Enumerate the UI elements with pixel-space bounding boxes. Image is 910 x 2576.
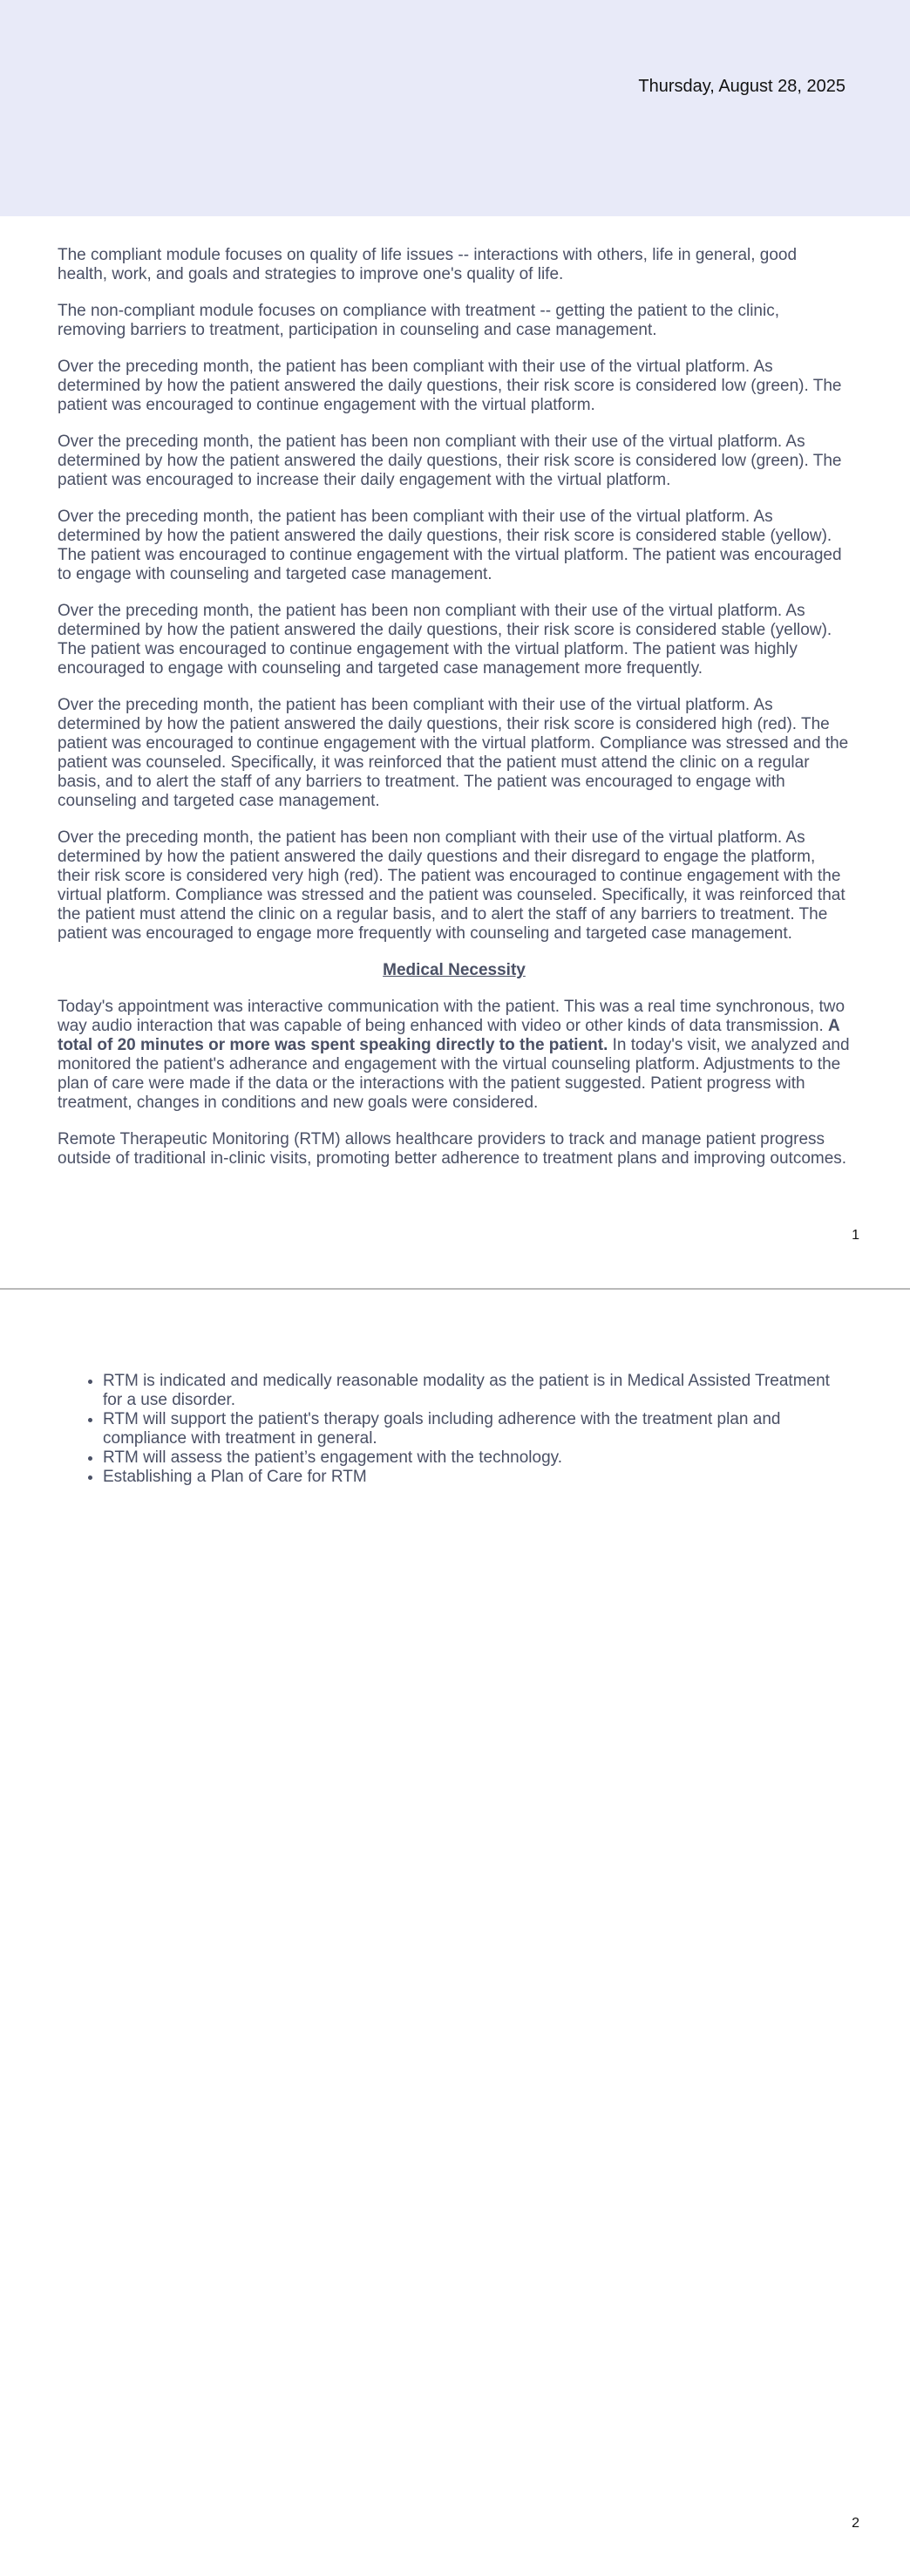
list-item: • RTM is indicated and medically reasonable modality as the patient is in Medical Assisted Treatment for a use disorder. [103,1372,851,1410]
header-date: Thursday, August 28, 2025 [638,77,845,96]
page-header [0,0,910,216]
medical-necessity-text-start: Today's appointment was interactive communication with the patient. This was a real time synchronous, two way audio interaction that was capable of being enhanced with video or other kinds of data transmission. [58,998,845,1035]
page-number-1: 1 [852,1228,859,1243]
paragraph-compliant-low: Over the preceding month, the patient has been compliant with their use of the virtual platform. As determined by how the patient answered the daily questions, their risk score is considered low (green). The patient was encouraged to continue engagement with the virtual platform. [58,358,842,414]
rtm-bullet-list [58,1372,851,1487]
list-item: • RTM will assess the patient’s engagement with the technology. [103,1448,851,1468]
page-number-2: 2 [852,2516,859,2531]
paragraph-non-compliant-stable: Over the preceding month, the patient has been non compliant with their use of the virtual platform. As determined by how the patient answered the daily questions, their risk score is considered stable (yellow). The patient was encouraged to continue engagement with the virtual platform. The patient was highly encouraged to engage with counseling and targeted case management more frequently. [58,602,832,678]
paragraph-compliant-high: Over the preceding month, the patient has been compliant with their use of the virtual platform. As determined by how the patient answered the daily questions, their risk score is considered high (red). The patient was encouraged to continue engagement with the virtual platform. Compliance was stressed and the patient was counseled. Specifically, it was reinforced that the patient must attend the clinic on a regular basis, and to alert the staff of any barriers to treatment. The patient was encouraged to engage with counseling and targeted case management. [58,696,849,810]
paragraph-non-compliant-low: Over the preceding month, the patient has been non compliant with their use of the virtual platform. As determined by how the patient answered the daily questions, their risk score is considered low (green). The patient was encouraged to increase their daily engagement with the virtual platform. [58,433,842,489]
paragraph-non-compliant-very-high: Over the preceding month, the patient has been non compliant with their use of the virtual platform. As determined by how the patient answered the daily questions and their disregard to engage the platform, their risk score is considered very high (red). The patient was encouraged to continue engagement with the virtual platform. Compliance was stressed and the patient was counseled. Specifically, it was reinforced that the patient must attend the clinic on a regular basis, and to alert the staff of any barriers to treatment. The patient was encouraged to engage more frequently with counseling and targeted case management. [58,828,845,943]
rtm-paragraph: Remote Therapeutic Monitoring (RTM) allows healthcare providers to track and manage patient progress outside of traditional in-clinic visits, promoting better adherence to treatment plans and improving outcomes. [58,1130,847,1168]
paragraph-compliant-module: The compliant module focuses on quality of life issues -- interactions with others, life in general, good health, work, and goals and strategies to improve one's quality of life. [58,246,798,283]
page-1-content [58,246,851,1186]
medical-necessity-paragraph [58,998,851,1113]
list-item: • Establishing a Plan of Care for RTM [103,1468,851,1487]
list-item: • RTM will support the patient's therapy goals including adherence with the treatment plan and compliance with treatment in general. [103,1410,851,1448]
page-2 [0,1288,910,2576]
medical-necessity-text-end: In today's visit, we analyzed and monitored the patient's adherance and engagement with the virtual counseling platform. Adjustments to the plan of care were made if the data or the interactions with the patient suggested. Patient progress with treatment, changes in conditions and new goals were considered. [58,1036,850,1112]
paragraph-compliant-stable: Over the preceding month, the patient has been compliant with their use of the virtual platform. As determined by how the patient answered the daily questions, their risk score is considered stable (yellow). The patient was encouraged to continue engagement with the virtual platform. The patient was encouraged to engage with counseling and targeted case management. [58,508,842,583]
time-spent-statement: A total of 20 minutes or more was spent speaking directly to the patient. [58,1017,840,1054]
paragraph-non-compliant-module: The non-compliant module focuses on compliance with treatment -- getting the patient to the clinic, removing barriers to treatment, participation in counseling and case management. [58,302,779,339]
medical-necessity-heading: Medical Necessity [383,961,526,979]
page-2-content [58,1372,851,1487]
